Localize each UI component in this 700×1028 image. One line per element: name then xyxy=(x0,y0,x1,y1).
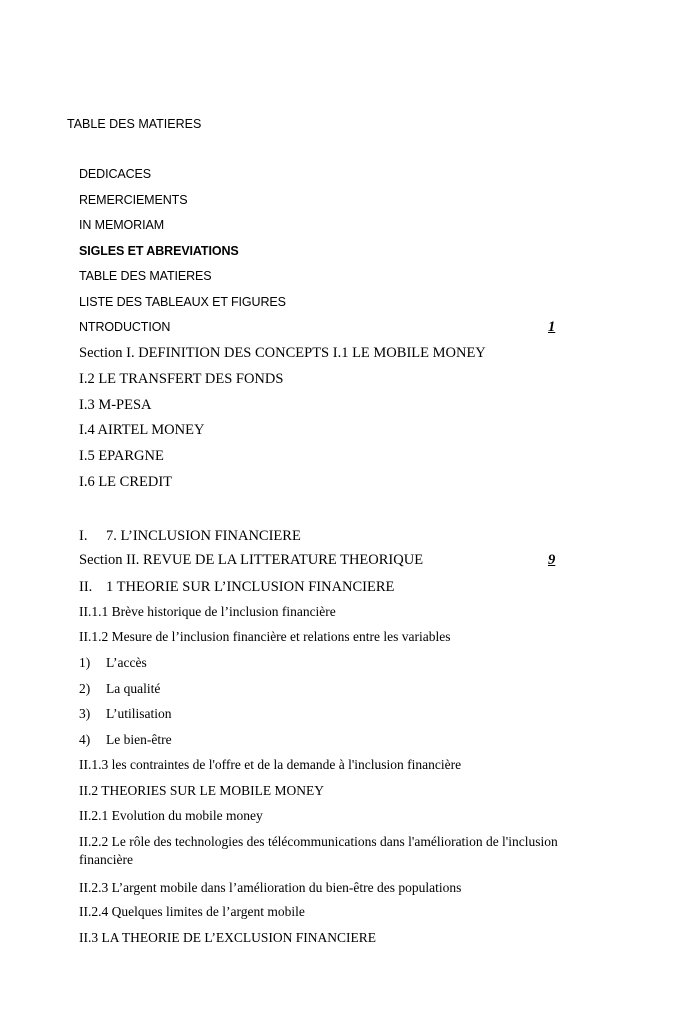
toc-numbered-item-number: 3) xyxy=(79,706,91,721)
page-number-section-2: 9 xyxy=(548,552,556,568)
toc-numbered-item-label: L’accès xyxy=(106,655,147,670)
toc-section-2: Section II. REVUE DE LA LITTERATURE THEORIQUE xyxy=(79,552,424,568)
toc-entry-2-2-4: II.2.4 Quelques limites de l’argent mobile xyxy=(79,904,305,919)
toc-entry-sigles: SIGLES ET ABREVIATIONS xyxy=(79,244,239,258)
toc-entry-2-1-1: II.1.1 Brève historique de l’inclusion financière xyxy=(79,604,336,619)
toc-entry-1-6: I.6 LE CREDIT xyxy=(79,474,173,490)
toc-entry-in-memoriam: IN MEMORIAM xyxy=(79,218,165,232)
toc-numbered-item-label: L’utilisation xyxy=(106,706,172,721)
toc-entry-1-5: I.5 EPARGNE xyxy=(79,448,164,464)
toc-entry-2-1-number: II. xyxy=(79,579,93,595)
page-number-introduction: 1 xyxy=(548,319,556,335)
toc-numbered-item xyxy=(79,732,559,748)
toc-numbered-item-number: 1) xyxy=(79,655,91,670)
toc-entry-2-1-3: II.1.3 les contraintes de l'offre et de la demande à l'inclusion financière xyxy=(79,757,462,772)
toc-entry-1-2: I.2 LE TRANSFERT DES FONDS xyxy=(79,371,284,387)
toc-entry-1-7 xyxy=(79,528,559,545)
toc-entry-2-2-3: II.2.3 L’argent mobile dans l’amélioration du bien-être des populations xyxy=(79,880,462,895)
toc-section-1: Section I. DEFINITION DES CONCEPTS I.1 LE MOBILE MONEY xyxy=(79,345,486,361)
toc-heading: TABLE DES MATIERES xyxy=(67,117,202,131)
toc-entry-table-des-matieres: TABLE DES MATIERES xyxy=(79,269,212,283)
toc-entry-1-3: I.3 M-PESA xyxy=(79,397,152,413)
toc-entry-remerciements: REMERCIEMENTS xyxy=(79,193,188,207)
toc-entry-2-1-2: II.1.2 Mesure de l’inclusion financière et relations entre les variables xyxy=(79,629,451,644)
toc-numbered-item xyxy=(79,681,559,697)
toc-numbered-item-number: 2) xyxy=(79,681,91,696)
toc-numbered-item-label: La qualité xyxy=(106,681,161,696)
toc-entry-1-7-label: 7. L’INCLUSION FINANCIERE xyxy=(106,528,301,544)
toc-entry-2-2: II.2 THEORIES SUR LE MOBILE MONEY xyxy=(79,783,324,798)
toc-numbered-item-number: 4) xyxy=(79,732,91,747)
toc-entry-1-7-number: I. xyxy=(79,528,88,544)
toc-entry-introduction: NTRODUCTION xyxy=(79,320,171,334)
toc-numbered-item-label: Le bien-être xyxy=(106,732,172,747)
toc-numbered-item xyxy=(79,655,559,671)
toc-entry-2-2-2: II.2.2 Le rôle des technologies des télécommunications dans l'amélioration de l'inclusion financière xyxy=(79,834,558,867)
toc-entry-2-2-1: II.2.1 Evolution du mobile money xyxy=(79,808,263,823)
toc-entry-2-1-label: 1 THEORIE SUR L’INCLUSION FINANCIERE xyxy=(106,579,395,595)
toc-entry-2-1 xyxy=(79,579,559,596)
toc-entry-1-4: I.4 AIRTEL MONEY xyxy=(79,422,205,438)
toc-entry-2-3: II.3 LA THEORIE DE L’EXCLUSION FINANCIERE xyxy=(79,930,376,945)
toc-entry-dedicaces: DEDICACES xyxy=(79,167,152,181)
toc-numbered-item xyxy=(79,706,559,722)
toc-entry-liste-tableaux: LISTE DES TABLEAUX ET FIGURES xyxy=(79,295,286,309)
